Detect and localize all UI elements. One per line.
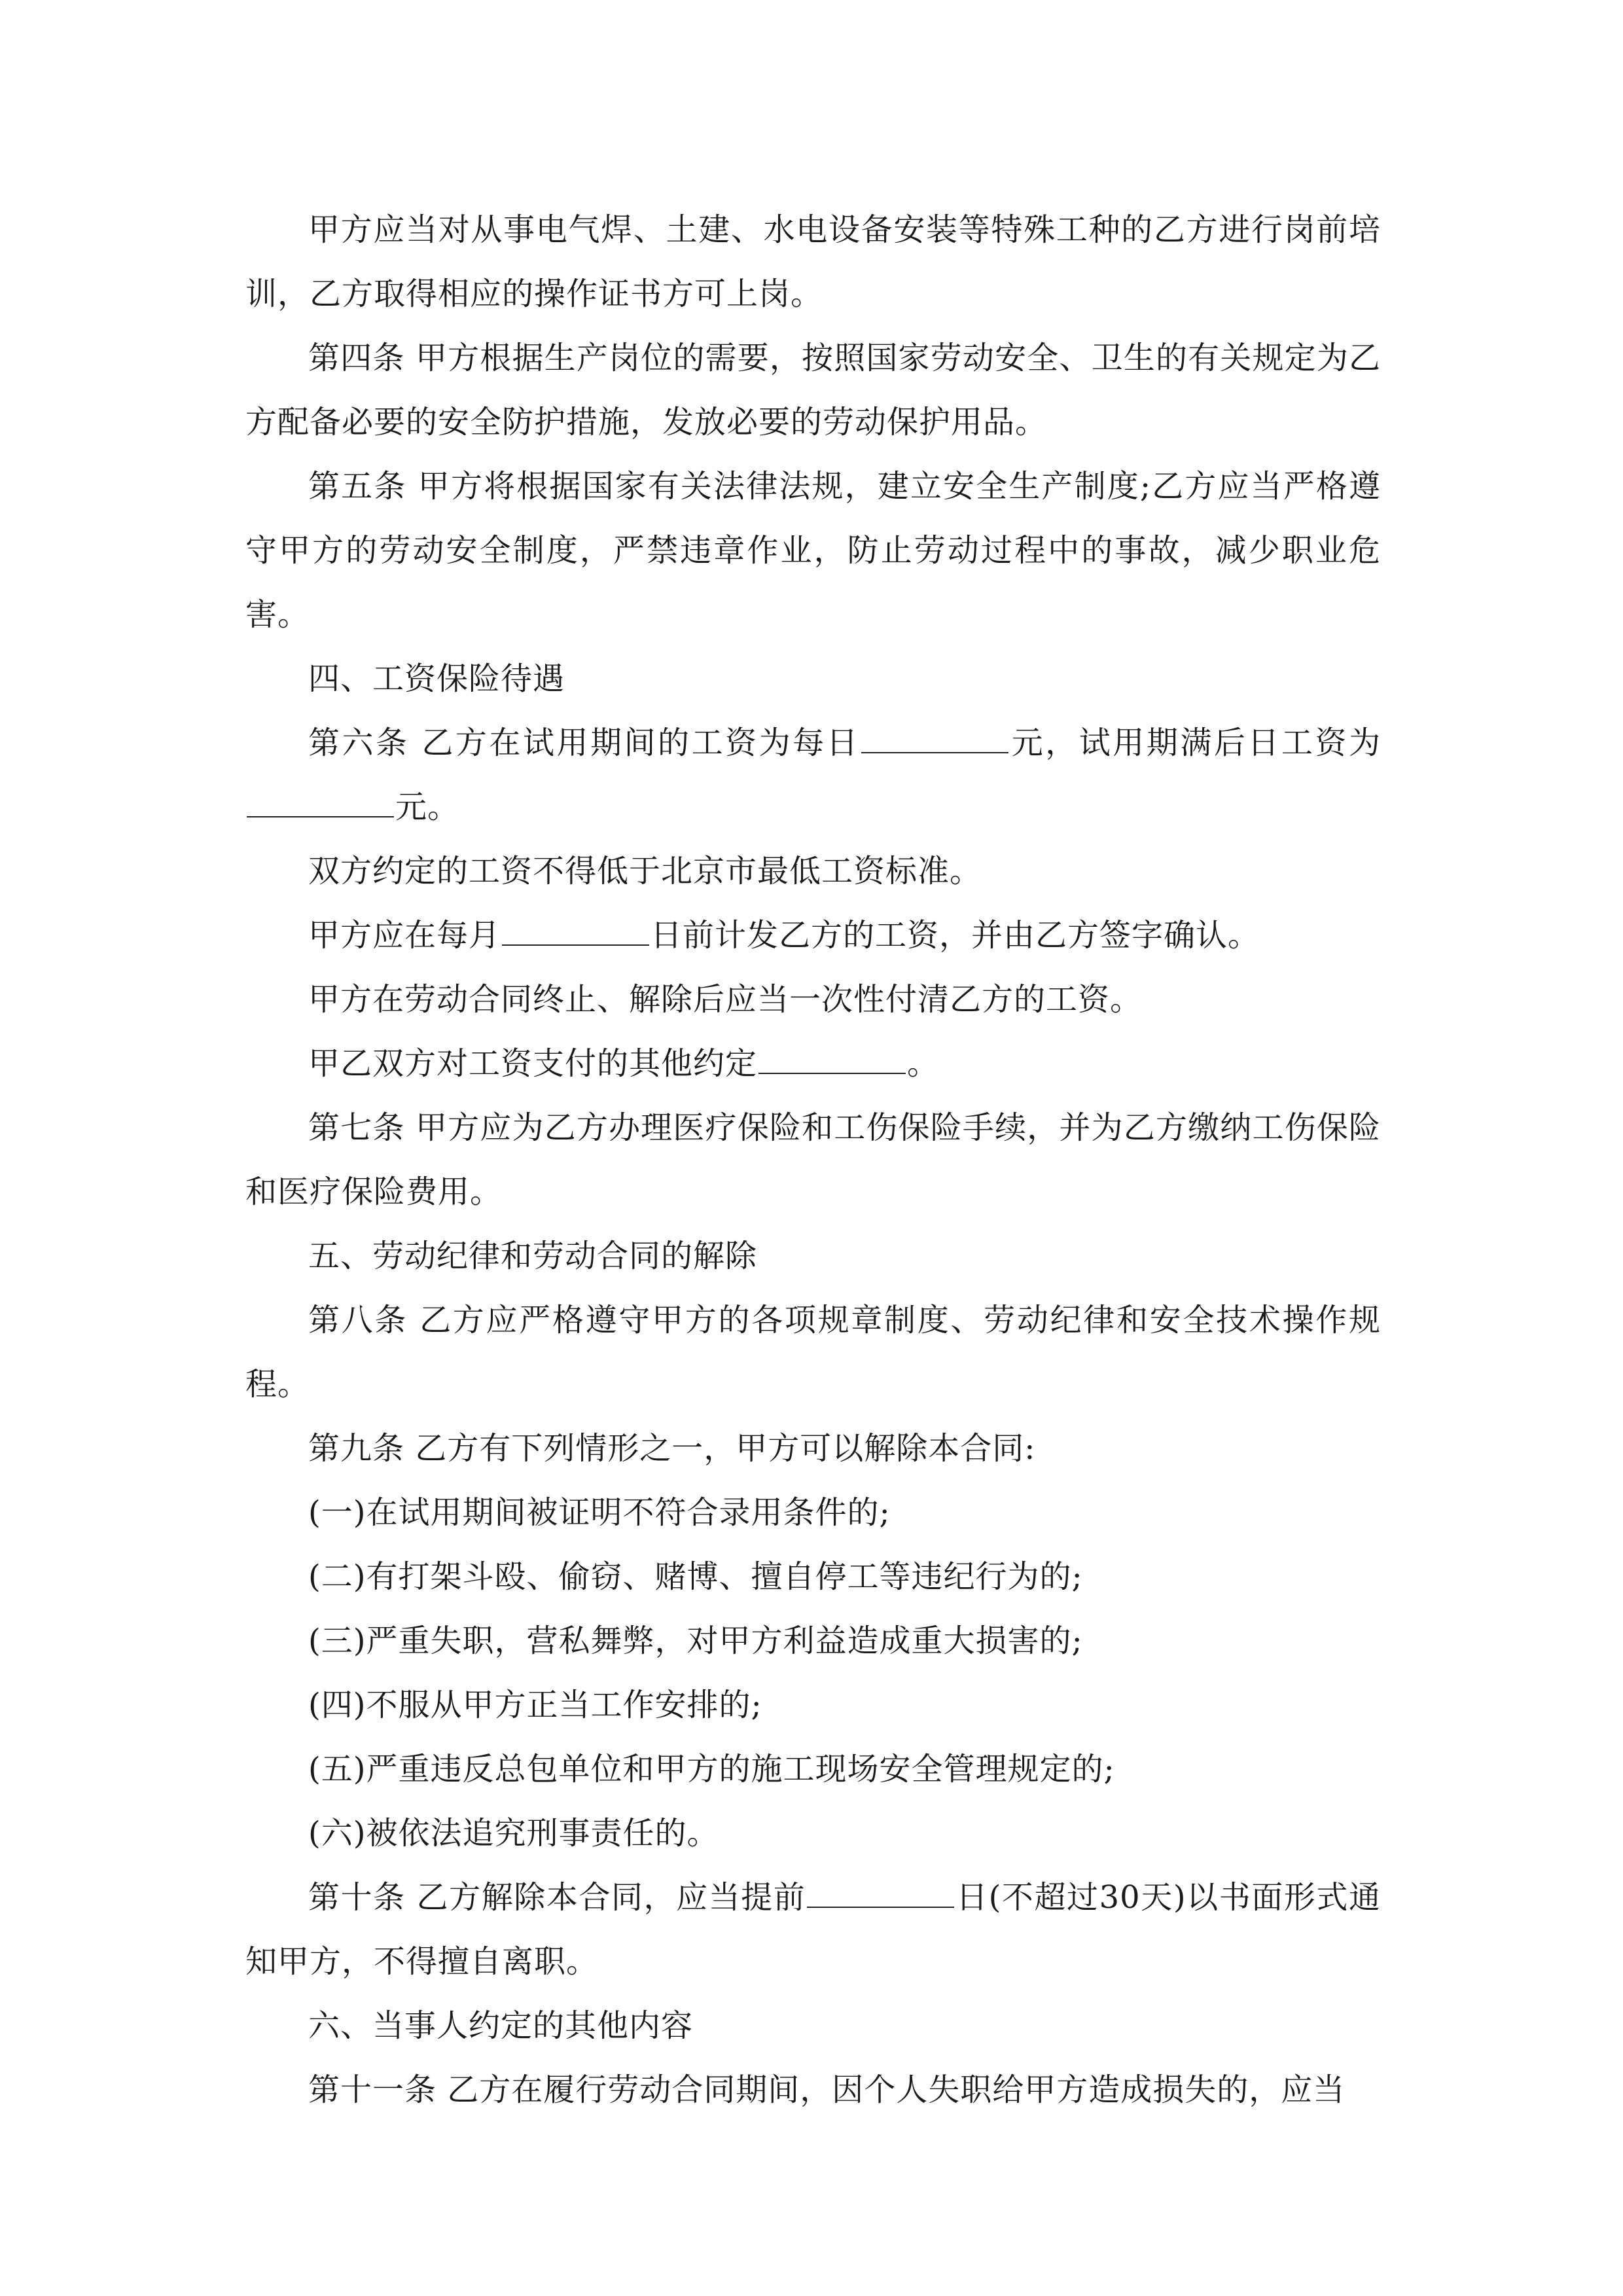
paragraph-article-4 [245,326,1381,454]
paragraph-text: 第九条 乙方有下列情形之一，甲方可以解除本合同: [308,1430,1036,1467]
fill-in-blank-notice-days[interactable] [807,1906,954,1908]
list-item-text: (二)有打架斗殴、偷窃、赌博、擅自停工等违纪行为的; [308,1558,1083,1595]
section-heading-discipline [245,1224,1381,1288]
paragraph-pay-day [245,903,1381,967]
paragraph-article-9 [245,1416,1381,1480]
paragraph-article-11 [245,2058,1381,2122]
list-item [245,1801,1381,1865]
paragraph-text: 第八条 乙方应严格遵守甲方的各项规章制度、劳动纪律和安全技术操作规程。 [245,1302,1381,1403]
heading-text: 六、当事人约定的其他内容 [308,2007,694,2044]
paragraph-training [245,198,1381,326]
fill-in-blank-other-terms[interactable] [758,1072,906,1074]
list-item [245,1545,1381,1609]
paragraph-article-8 [245,1288,1381,1416]
paragraph-text: 第十一条 乙方在履行劳动合同期间，因个人失职给甲方造成损失的，应当 [308,2072,1346,2108]
paragraph-article-7 [245,1096,1381,1224]
list-item-text: (六)被依法追究刑事责任的。 [308,1815,719,1852]
paragraph-article-5 [245,454,1381,647]
fill-in-blank-pay-day[interactable] [502,944,649,946]
document-body [245,198,1381,2122]
paragraph-text-middle: 元，试用期满后日工资为 [1010,725,1381,761]
paragraph-text: 双方约定的工资不得低于北京市最低工资标准。 [308,853,982,889]
paragraph-text: 第七条 甲方应为乙方办理医疗保险和工伤保险手续，并为乙方缴纳工伤保险和医疗保险费用。 [245,1109,1381,1210]
paragraph-final-pay [245,967,1381,1031]
paragraph-text-before: 第十条 乙方解除本合同，应当提前 [308,1879,806,1916]
paragraph-other-wage-terms [245,1031,1381,1096]
section-heading-other-terms [245,1994,1381,2058]
paragraph-text-before: 第六条 乙方在试用期间的工资为每日 [308,725,861,761]
paragraph-text: 甲方在劳动合同终止、解除后应当一次性付清乙方的工资。 [308,981,1143,1018]
heading-text: 五、劳动纪律和劳动合同的解除 [308,1238,758,1274]
paragraph-article-10 [245,1865,1381,1994]
paragraph-min-wage [245,839,1381,903]
paragraph-text-before: 甲方应在每月 [308,917,501,954]
paragraph-article-6 [245,711,1381,839]
fill-in-blank-daily-wage[interactable] [861,751,1008,753]
paragraph-text: 第五条 甲方将根据国家有关法律法规，建立安全生产制度;乙方应当严格遵守甲方的劳动安全制度，严禁违章作业，防止劳动过程中的事故，减少职业危害。 [245,468,1381,633]
list-item-text: (一)在试用期间被证明不符合录用条件的; [308,1494,891,1531]
paragraph-text: 第四条 甲方根据生产岗位的需要，按照国家劳动安全、卫生的有关规定为乙方配备必要的安全防护措施，发放必要的劳动保护用品。 [245,340,1381,440]
paragraph-text-after: 。 [907,1045,940,1082]
section-heading-wages [245,647,1381,711]
heading-text: 四、工资保险待遇 [308,660,565,697]
paragraph-text: 甲方应当对从事电气焊、土建、水电设备安装等特殊工种的乙方进行岗前培训，乙方取得相应的操作证书方可上岗。 [245,211,1381,312]
paragraph-text-after: 日前计发乙方的工资，并由乙方签字确认。 [651,917,1260,954]
list-item [245,1737,1381,1801]
list-item-text: (四)不服从甲方正当工作安排的; [308,1687,762,1723]
fill-in-blank-post-probation-wage[interactable] [247,816,394,817]
list-item-text: (五)严重违反总包单位和甲方的施工现场安全管理规定的; [308,1751,1115,1787]
paragraph-text-after: 日(不超过30天)以书面形式通知甲方，不得擅自离职。 [245,1879,1381,1980]
paragraph-text-before: 甲乙双方对工资支付的其他约定 [308,1045,758,1082]
list-item [245,1673,1381,1737]
list-item [245,1480,1381,1545]
list-item [245,1609,1381,1673]
paragraph-text-after: 元。 [395,789,460,825]
list-item-text: (三)严重失职，营私舞弊，对甲方利益造成重大损害的; [308,1623,1083,1659]
